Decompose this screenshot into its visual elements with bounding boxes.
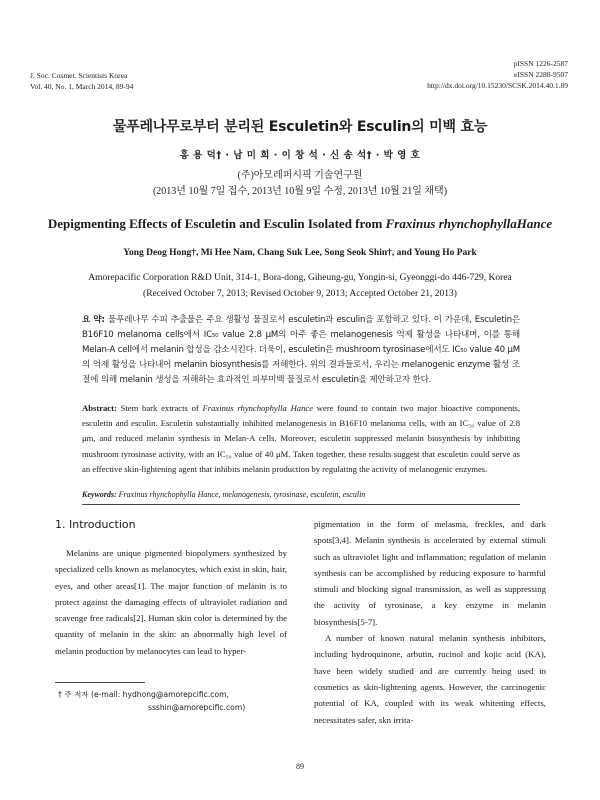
english-abstract-text-a: Stem bark extracts of — [120, 403, 199, 413]
english-abstract-label: Abstract: — [82, 403, 117, 413]
footnote — [58, 688, 245, 714]
journal-identifiers — [427, 58, 568, 91]
pissn: pISSN 1226-2587 — [513, 59, 568, 68]
english-dates: (Received October 7, 2013; Revised October 9, 2013; Accepted October 21, 2013) — [143, 289, 457, 299]
footnote-line-2: ssshin@amorepcific.com) — [148, 703, 246, 712]
abstract-divider — [82, 504, 520, 505]
journal-name: J. Soc. Cosmet. Scientists Korea — [30, 71, 128, 80]
korean-affiliation-block — [0, 168, 600, 200]
korean-title: 물푸레나무로부터 분리된 Esculetin와 Esculin의 미백 효능 — [112, 119, 488, 135]
korean-authors: 홍 용 덕† · 남 미 희 · 이 창 석 · 신 송 석† · 박 영 호 — [179, 150, 421, 161]
journal-citation — [30, 70, 133, 92]
eissn: eISSN 2288-9507 — [514, 70, 568, 79]
footnote-line-1: † 주 저자 (e-mail: hydhong@amorepcific.com, — [58, 690, 229, 699]
intro-paragraph-1: Melanins are unique pigmented biopolymers synthesized by specialized cells known as melanocytes, which exist in skin, hair, eyes, and other areas[1]. The major function of melanin is to protect against the damaging effects of ultraviolet radiation and scavenge free radicals[2]. Human skin color is determined by the quantity of melanin in the skin: an abnormally high level of melanin production by melanocytes can lead to hyper- — [55, 548, 287, 656]
keywords-line — [82, 490, 520, 499]
english-affiliation: Amorepacific Corporation R&D Unit, 314-1, Bora-dong, Giheung-gu, Yongin-si, Gyeonggi-do 446-729, Korea — [88, 273, 512, 283]
korean-abstract-text: 물푸레나무 수피 추출물은 주요 생활성 물질로서 esculetin과 esculin을 포함하고 있다. 이 가운데, Esculetin은 B16F10 melanoma cells에서 IC₅₀ value 2.8 μM의 아주 좋은 melanogenesis 억제 활성을 나타내며, 이를 통해 Melan-A cell에서 melanin 합성을 감소시킨다. 더욱이, esculetin은 mushroom tyrosinase에서도 IC₅₀ value 40 μM의 억제 활성을 나타내어 melanin biosynthesis를 저해한다. 위의 결과들로서, 우리는 melanogenic enzyme 활성 조절에 의해 melanin 생성을 저해하는 효과적인 피부미백 물질로서 esculetin을 제안하고자 한다. — [82, 315, 521, 385]
korean-abstract — [82, 313, 520, 388]
right-column — [314, 516, 546, 728]
english-authors: Yong Deog Hong†, Mi Hee Nam, Chang Suk Lee, Song Seok Shin†, and Young Ho Park — [123, 248, 477, 258]
intro-paragraph-3: A number of known natural melanin synthesis inhibitors, including hydroquinone, arbutin, rucinol and kojic acid (KA), have been widely studied and are currently being used in cosmetics as skin-lightening agents. However, the carcinogenic potential of KA, coupled with its weak whitening effects, necessitates safer, skn irrita- — [314, 633, 546, 725]
intro-paragraph-2: pigmentation in the form of melasma, freckles, and dark spots[3,4]. Melanin synthesis is accelerated by external stimuli such as ultraviolet light and inflammation; regulation of melanin synthesis can be accomplished by reducing exposure to harmful stimuli and blocking signal transmission, as well as suppressing the activity of tyrosinase, a key enzyme in melanin biosynthesis[5-7]. — [314, 519, 546, 627]
english-abstract — [82, 401, 520, 477]
english-title-species: Fraxinus rhynchophyllaHance — [385, 216, 553, 231]
keywords-label: Keywords: — [82, 490, 117, 499]
korean-affiliation: (주)아모레퍼시픽 기술연구원 — [237, 170, 363, 181]
english-title-main: Depigmenting Effects of Esculetin and Esculin Isolated from — [47, 216, 383, 231]
footnote-divider — [55, 682, 145, 683]
english-abstract-text-b: were found to contain two major bioactive components, esculetin and esculin. Esculetin substantially inhibited melanogenesis in B16F10 melanoma cells, with an IC₅₀ value of 2.8 μm, and reduced melanin synthesis in Melan-A cells. Moreover, esculetin suppressed melanin biosynthesis by inhibiting mushroom tyrosinase activity, with an IC₅₀ value of 40 μM. Taken together, these results suggest that esculetin could serve as an effective skin-lightening agent that inhibits melanin production by regulating the activity of melanogenic enzymes. — [82, 403, 521, 474]
doi-link[interactable]: http://dx.doi.org/10.15230/SCSK.2014.40.1.89 — [427, 81, 568, 90]
korean-abstract-label: 요 약: — [82, 315, 105, 325]
english-affiliation-block — [0, 270, 600, 302]
korean-dates: (2013년 10월 7일 접수, 2013년 10월 9일 수정, 2013년 10월 21일 채택) — [152, 186, 448, 197]
section-heading: 1. Introduction — [55, 518, 136, 531]
journal-volume: Vol. 40, No. 1, March 2014, 89-94 — [30, 82, 134, 91]
page-number: 89 — [296, 762, 304, 771]
keywords-text: Fraxinus rhynchophylla Hance, melanogenesis, tyrosinase, esculetin, esculin — [118, 490, 366, 499]
english-abstract-species: Fraxinus rhynchophylla Hance — [202, 403, 314, 413]
english-title — [0, 216, 600, 232]
left-column — [55, 545, 287, 659]
